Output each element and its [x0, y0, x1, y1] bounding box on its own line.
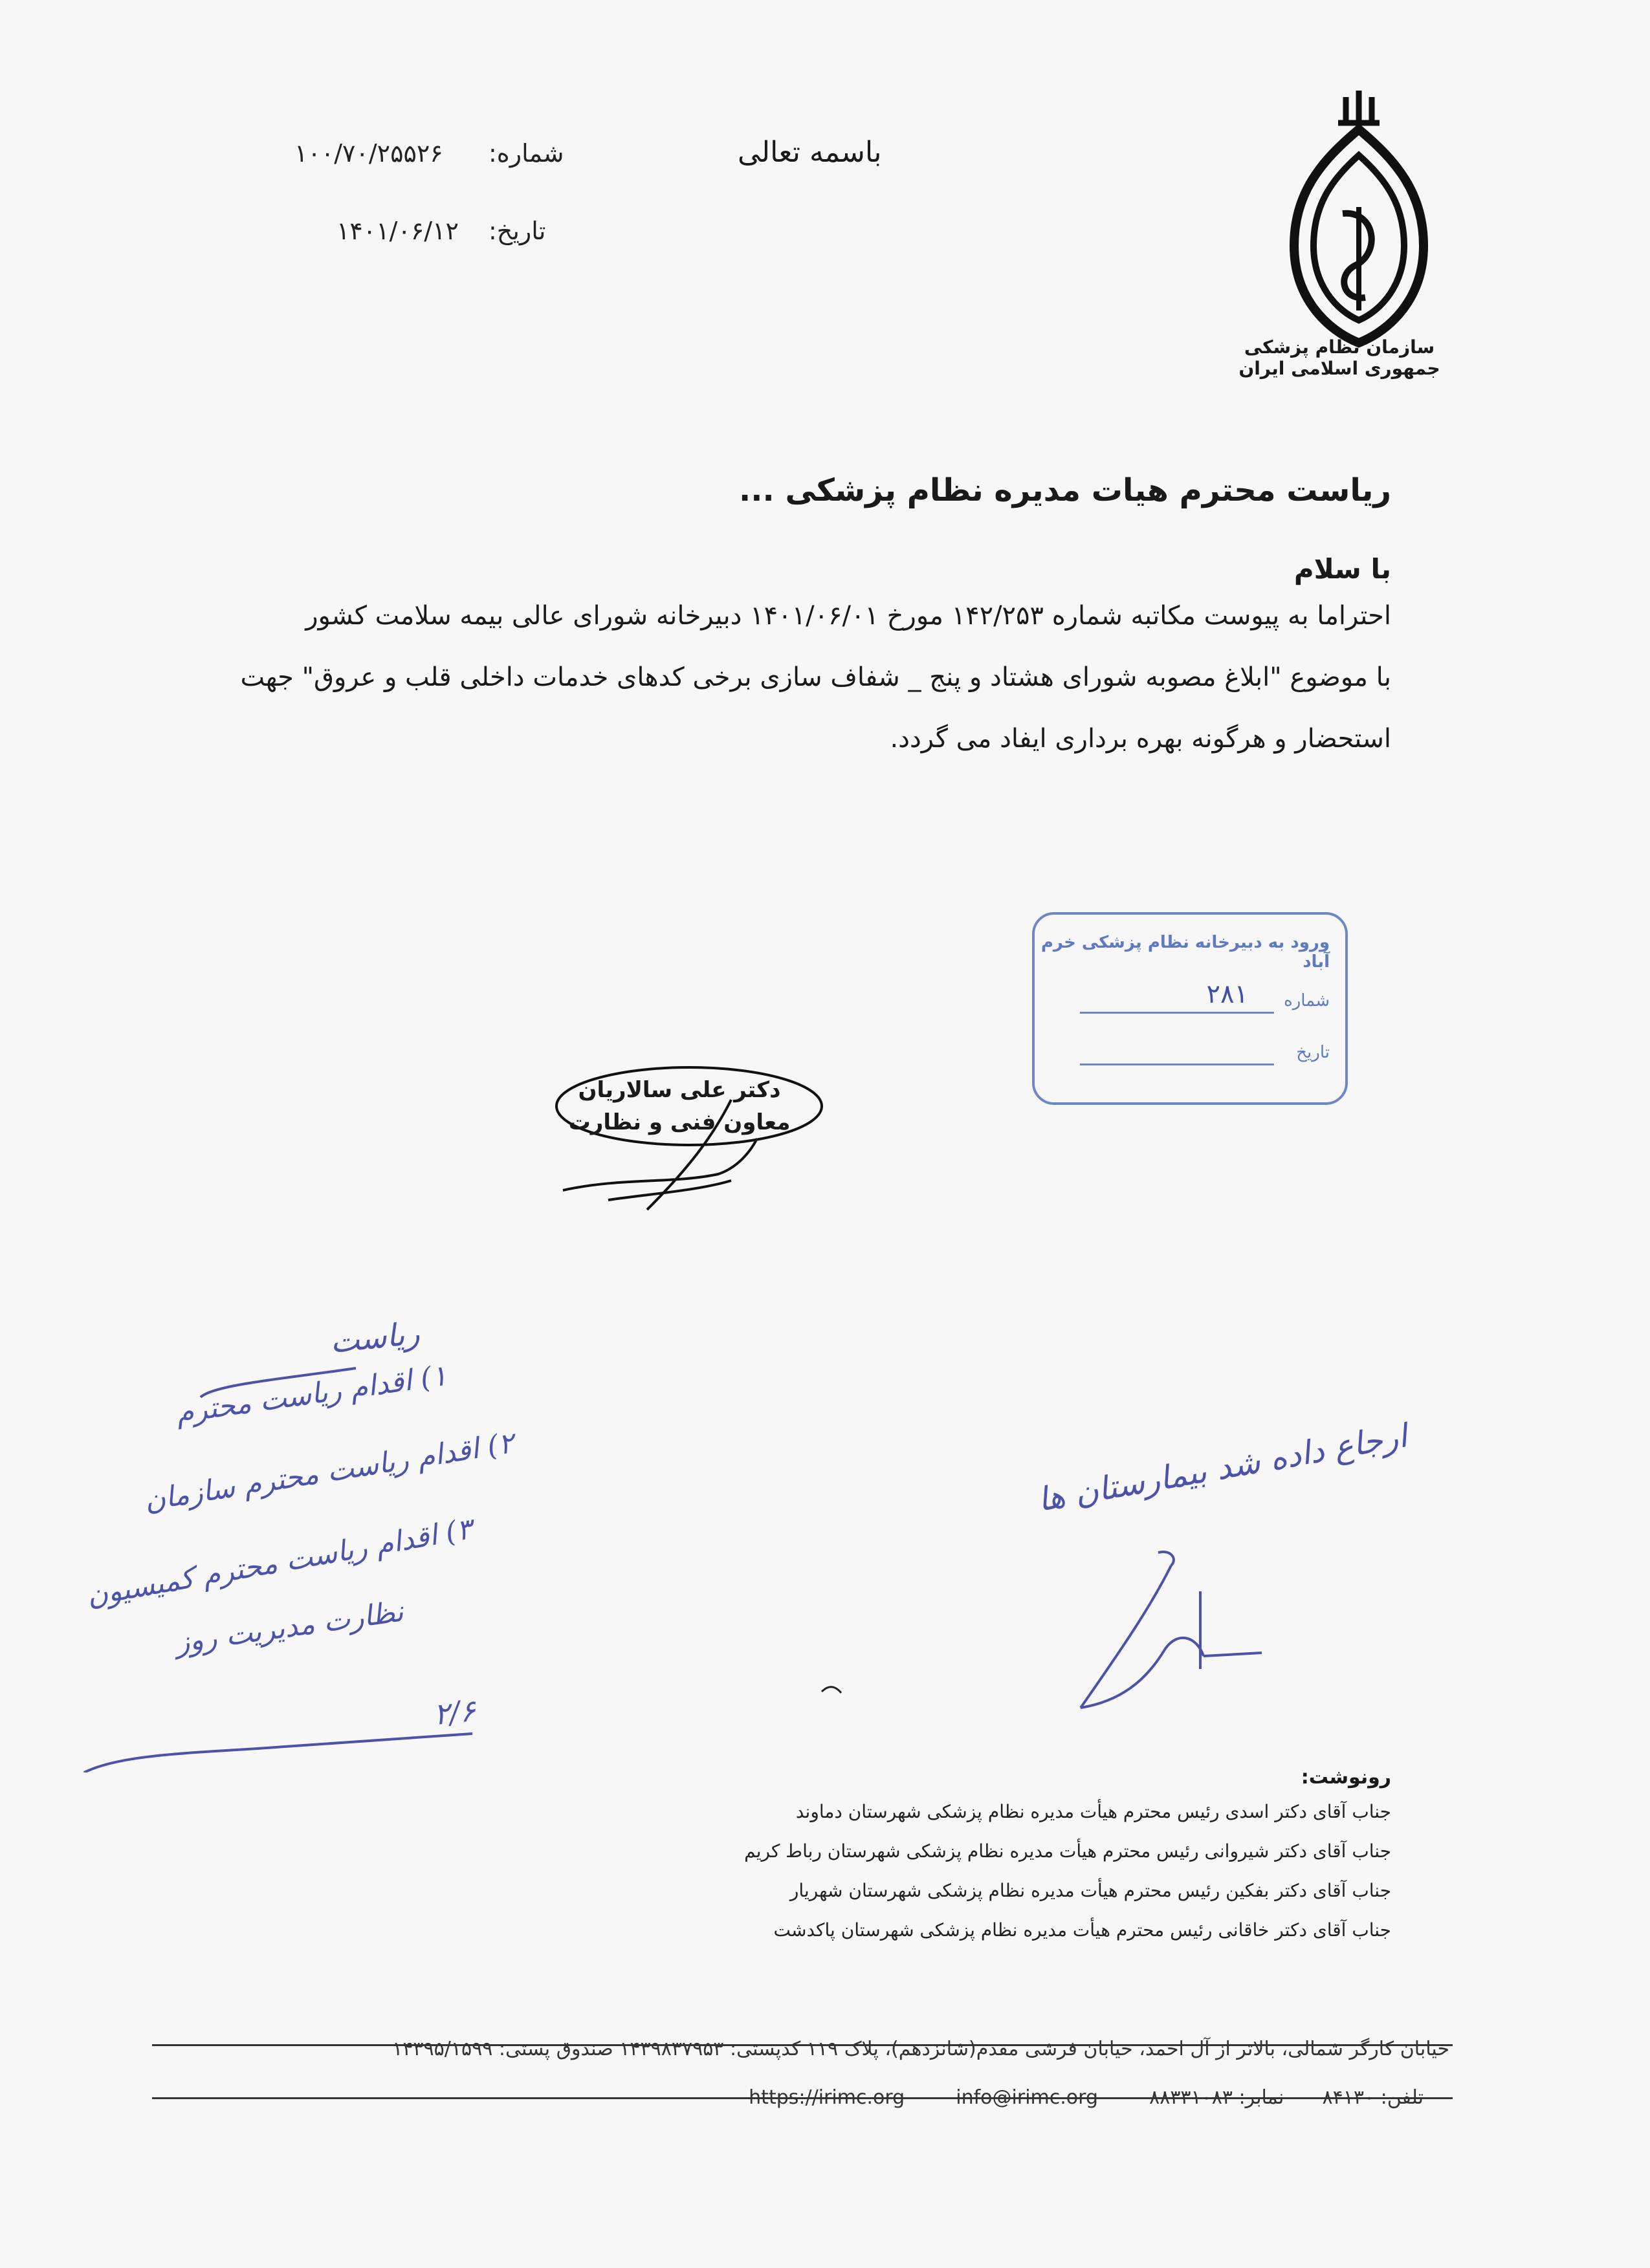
signatory-role: معاون فنی و نظارت	[568, 1109, 791, 1135]
body-line-2: با موضوع "ابلاغ مصوبه شورای هشتاد و پنج _ شفاف سازی برخی کدهای خدمات داخلی قلب و عروق" جهت	[240, 662, 1391, 692]
hand-line-3: ۲) اقدام ریاست محترم سازمان	[142, 1426, 516, 1518]
letter-body	[239, 585, 1391, 770]
letter-greeting: با سلام	[1293, 553, 1391, 585]
footer-fax: نمابر: ۸۸۳۳۱۰۸۳	[1149, 2086, 1284, 2109]
initials-scribble-icon	[1068, 1540, 1288, 1734]
footer-phone: تلفن: ۸۴۱۳۰	[1322, 2086, 1424, 2109]
signature-stamp	[544, 1061, 828, 1223]
tick-icon	[819, 1679, 844, 1698]
stamp-date-line	[1080, 1063, 1274, 1065]
cc-item: جناب آقای دکتر خاقانی رئیس محترم هیأت مدیره نظام پزشکی شهرستان پاکدشت	[773, 1919, 1391, 1941]
stamp-number-value: ۲۸۱	[1206, 979, 1248, 1009]
stamp-date-label: تاریخ	[1296, 1043, 1330, 1062]
organization-logo	[1268, 84, 1449, 356]
hand-line-2: ۱) اقدام ریاست محترم	[173, 1358, 449, 1430]
letter-date-label: تاریخ:	[489, 217, 546, 245]
logo-caption: سازمان نظام پزشکی جمهوری اسلامی ایران	[1238, 336, 1440, 379]
cc-item: جناب آقای دکتر اسدی رئیس محترم هیأت مدیره نظام پزشکی شهرستان دماوند	[795, 1801, 1391, 1822]
handwritten-note-right: ارجاع داده شد بیمارستان ها	[1035, 1417, 1410, 1519]
body-line-3: استحضار و هرگونه بهره برداری ایفاد می گردد.	[890, 724, 1391, 754]
initials-mark	[1068, 1540, 1288, 1734]
letter-number-label: شماره:	[489, 139, 564, 168]
body-line-1: احتراما به پیوست مکاتبه شماره ۱۴۲/۲۵۳ مورخ ۱۴۰۱/۰۶/۰۱ دبیرخانه شورای عالی بیمه سلامت کشور	[305, 601, 1391, 631]
letter-number-value: ۱۰۰/۷۰/۲۵۵۲۶	[294, 139, 443, 168]
stamp-number-line	[1080, 1012, 1274, 1014]
footer-email[interactable]: info@irimc.org	[956, 2086, 1098, 2109]
signatory-name: دکتر علی سالاریان	[578, 1077, 781, 1103]
cc-item: جناب آقای دکتر شیروانی رئیس محترم هیأت مدیره نظام پزشکی شهرستان رباط کریم	[744, 1840, 1391, 1862]
hand-line-4: ۳) اقدام ریاست محترم کمیسیون	[84, 1512, 475, 1613]
received-stamp	[1032, 912, 1348, 1105]
footer-contacts	[194, 2086, 1424, 2112]
footer-website[interactable]: https://irimc.org	[749, 2086, 905, 2109]
cc-title: رونوشت:	[1301, 1766, 1391, 1789]
handwriting-strokes-icon	[71, 1307, 563, 1772]
bismillah-heading: باسمه تعالی	[738, 136, 882, 169]
hand-line-6: ۲/۶	[432, 1692, 478, 1732]
letter-date-value: ۱۴۰۱/۰۶/۱۲	[336, 217, 459, 245]
hand-line-5: نظارت مدیریت روز	[173, 1595, 406, 1660]
stamp-number-label: شماره	[1284, 991, 1330, 1010]
stamp-title: ورود به دبیرخانه نظام پزشکی خرم آباد	[1040, 933, 1330, 972]
cc-item: جناب آقای دکتر بفکین رئیس محترم هیأت مدیره نظام پزشکی شهرستان شهریار	[789, 1880, 1391, 1901]
small-tick-mark	[819, 1679, 844, 1698]
handwritten-notes-left	[71, 1307, 563, 1772]
medical-council-emblem-icon	[1268, 84, 1449, 356]
letter-recipient: ریاست محترم هیات مدیره نظام پزشکی ...	[739, 472, 1391, 508]
hand-line-1: ریاست	[328, 1314, 422, 1361]
cc-list	[356, 1792, 1391, 1950]
footer-address: خیابان کارگر شمالی، بالاتر از آل احمد، خیابان فرشی مقدم(شانزدهم)، پلاک ۱۱۹ کدپستی: ۱۴۳۹۸۳۷۹۵۳ صندوق پستی: ۱۴۳۹۵/۱۵۹۹	[392, 2038, 1449, 2060]
